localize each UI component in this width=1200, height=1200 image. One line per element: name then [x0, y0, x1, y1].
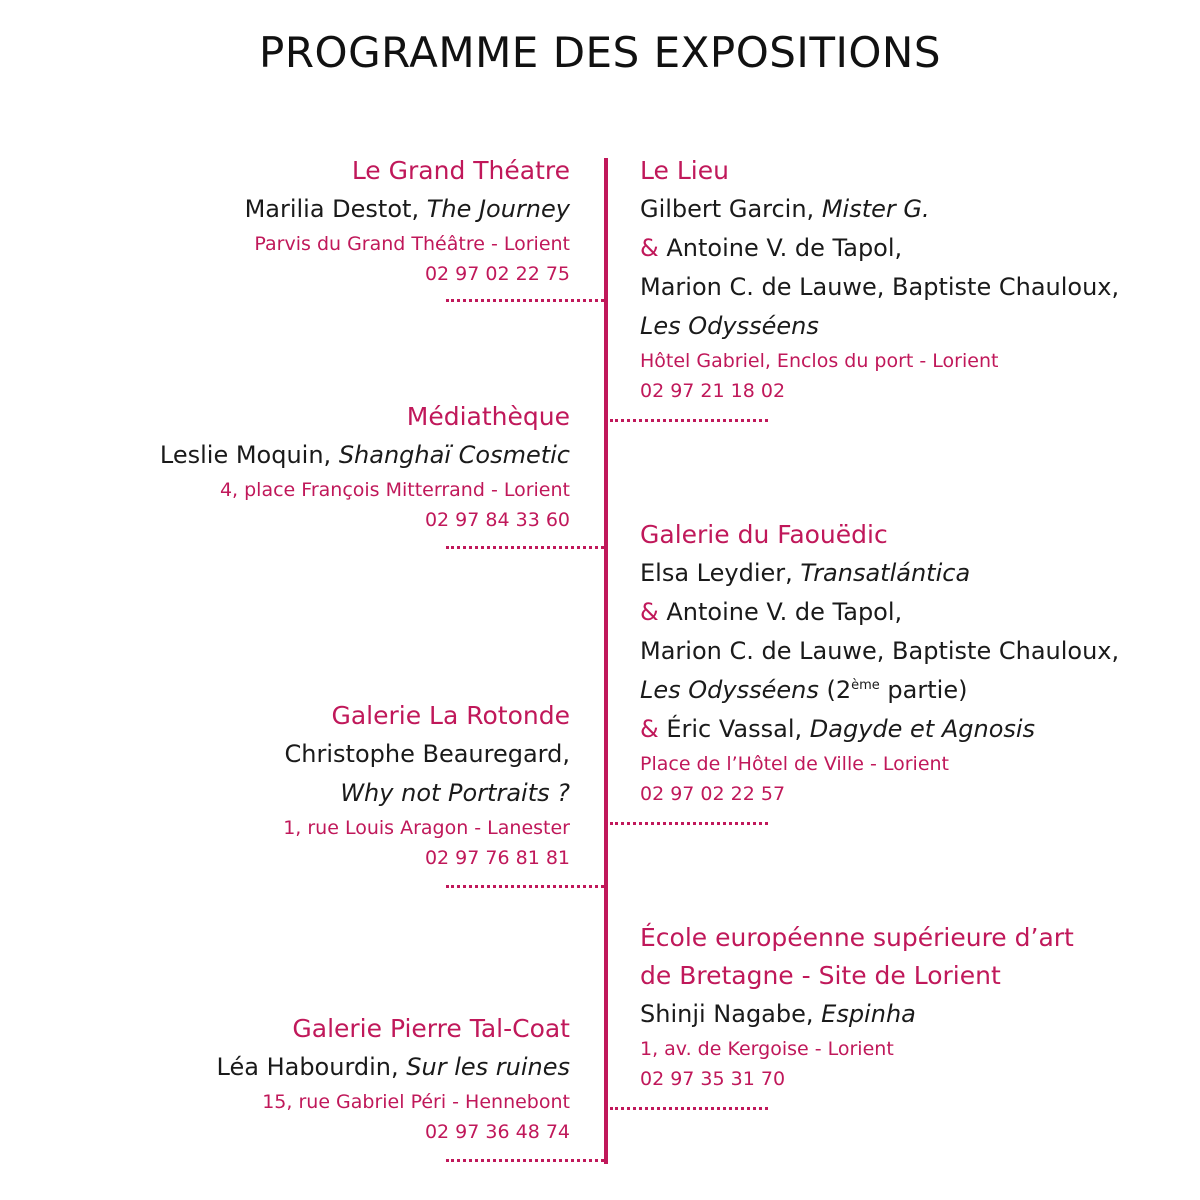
venue-phone: 02 97 76 81 81 [424, 847, 570, 869]
exhibition-entry [160, 398, 570, 535]
work-title: Les Odysséens [640, 312, 819, 340]
venue-name: Galerie du Faouëdic [640, 520, 888, 549]
artist-name: Léa Habourdin, [216, 1053, 407, 1081]
artist-name: Marilia Destot, [244, 195, 427, 223]
ampersand: & [640, 234, 659, 262]
venue-phone: 02 97 84 33 60 [424, 509, 570, 531]
ampersand: & [640, 598, 659, 626]
exhibition-entry [245, 152, 570, 289]
exhibition-entry [640, 152, 1119, 406]
venue-name: École européenne supérieure d’art [640, 923, 1074, 952]
ampersand: & [640, 715, 659, 743]
exhibition-entry [640, 919, 1074, 1094]
venue-address: Place de l’Hôtel de Ville - Lorient [640, 753, 950, 775]
artist-name: Marion C. de Lauwe, Baptiste Chauloux, [640, 273, 1120, 301]
venue-phone: 02 97 02 22 57 [640, 783, 786, 805]
dotted-connector [446, 546, 604, 549]
artist-line [640, 554, 1119, 593]
artist-line [640, 229, 1119, 268]
artist-name: Shinji Nagabe, [640, 1000, 822, 1028]
venue-address: Hôtel Gabriel, Enclos du port - Lorient [640, 350, 999, 372]
artist-line [160, 436, 570, 475]
artist-name: Éric Vassal, [658, 715, 810, 743]
exhibition-entry [217, 1010, 570, 1147]
artist-line [640, 995, 1074, 1034]
venue-address: 1, rue Louis Aragon - Lanester [283, 817, 570, 839]
exhibition-entry [283, 697, 570, 873]
artist-line [217, 1048, 570, 1087]
venue-phone: 02 97 36 48 74 [424, 1121, 570, 1143]
artist-name: Leslie Moquin, [159, 441, 339, 469]
venue-phone: 02 97 21 18 02 [640, 380, 786, 402]
venue-name: Médiathèque [406, 402, 570, 431]
dotted-connector [610, 1107, 768, 1110]
venue-name: Galerie La Rotonde [331, 701, 570, 730]
venue-phone: 02 97 35 31 70 [640, 1068, 786, 1090]
dotted-connector [446, 885, 604, 888]
artist-line [640, 710, 1119, 749]
artist-line [640, 593, 1119, 632]
venue-address: 4, place François Mitterrand - Lorient [219, 479, 570, 501]
venue-address: 15, rue Gabriel Péri - Hennebont [262, 1091, 570, 1113]
work-title: Mister G. [821, 195, 930, 223]
artist-line [245, 190, 570, 229]
work-title: Dagyde et Agnosis [809, 715, 1036, 743]
work-title: Les Odysséens [640, 676, 819, 704]
venue-name: Le Grand Théatre [351, 156, 570, 185]
work-title: Sur les ruines [406, 1053, 570, 1081]
work-title: Transatlántica [800, 559, 971, 587]
part-superscript: ème [851, 678, 880, 693]
venue-phone: 02 97 02 22 75 [424, 263, 570, 285]
artist-name: Marion C. de Lauwe, Baptiste Chauloux, [640, 637, 1120, 665]
exhibition-entry [640, 516, 1119, 809]
artist-name: Antoine V. de Tapol, [658, 598, 903, 626]
work-title: Shanghaï Cosmetic [338, 441, 570, 469]
work-title: Espinha [821, 1000, 916, 1028]
artist-name: Antoine V. de Tapol, [658, 234, 903, 262]
part-label: partie) [879, 676, 968, 704]
artist-line [640, 307, 1119, 346]
artist-name: Elsa Leydier, [640, 559, 801, 587]
venue-name: Galerie Pierre Tal-Coat [292, 1014, 570, 1043]
part-label: (2 [818, 676, 852, 704]
dotted-connector [446, 299, 604, 302]
artist-name: Christophe Beauregard, [284, 740, 570, 768]
venue-name: Le Lieu [640, 156, 729, 185]
venue-address: Parvis du Grand Théâtre - Lorient [254, 233, 570, 255]
page-title: PROGRAMME DES EXPOSITIONS [259, 28, 941, 77]
dotted-connector [446, 1159, 604, 1162]
timeline-spine [604, 158, 608, 1164]
work-title: Why not Portraits ? [340, 779, 570, 807]
dotted-connector [610, 419, 768, 422]
artist-line [640, 671, 1119, 710]
venue-name: de Bretagne - Site de Lorient [640, 961, 1001, 990]
venue-address: 1, av. de Kergoise - Lorient [640, 1038, 894, 1060]
work-title: The Journey [426, 195, 570, 223]
artist-line [640, 190, 1119, 229]
artist-name: Gilbert Garcin, [640, 195, 822, 223]
artist-line [283, 774, 570, 813]
dotted-connector [610, 822, 768, 825]
